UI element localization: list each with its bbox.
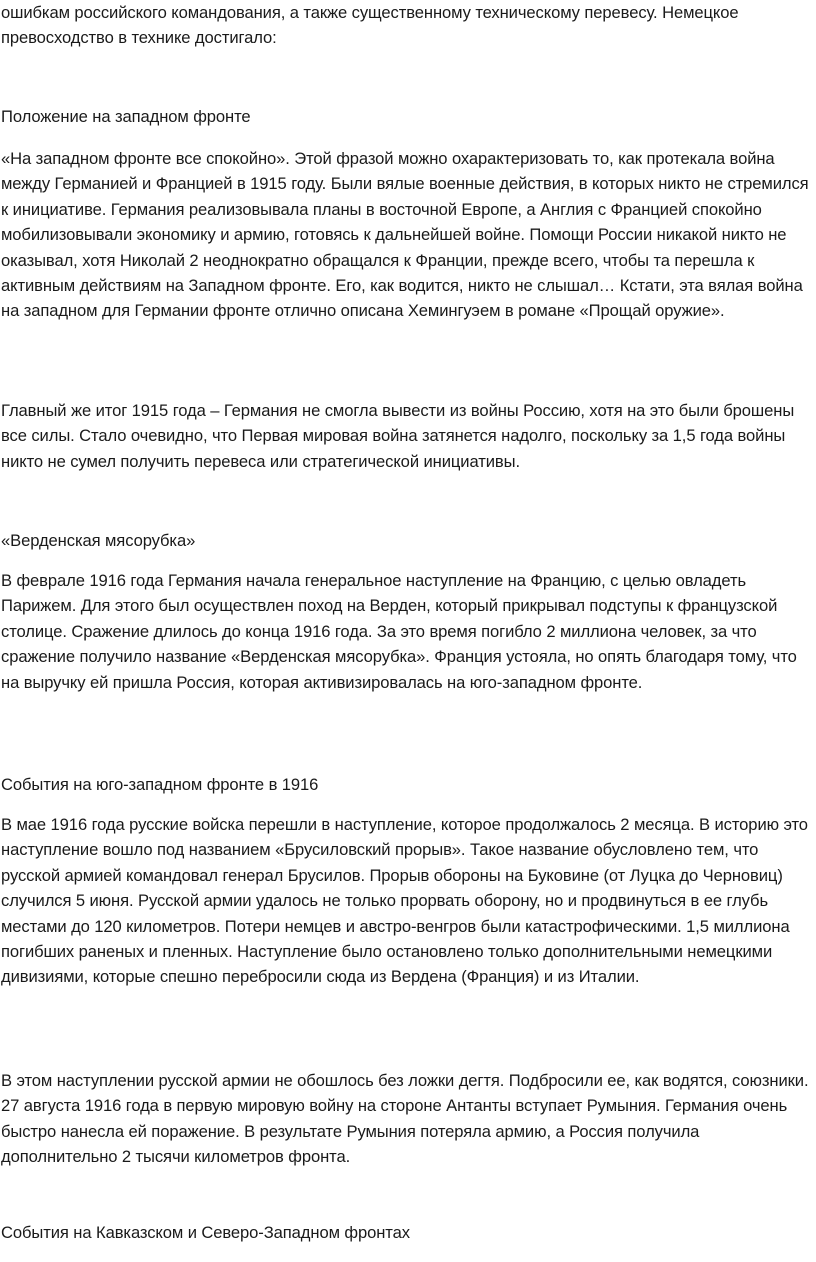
section-heading-verdun: «Верденская мясорубка» bbox=[1, 531, 196, 550]
section-heading-caucasus-northwest: События на Кавказском и Северо-Западном фронтах bbox=[1, 1223, 410, 1242]
paragraph-western-front: «На западном фронте все спокойно». Этой фразой можно охарактеризовать то, как протекала война между Германией и Францией в 1915 году. Были вялые военные действия, в которых никто не стремился к инициативе. Германия реализовывала планы в восточной Европе, а Англия с Францией спокойно мобилизовывали экономику и армию, готовясь к дальнейшей войне. Помощи России никакой никто не оказывал, хотя Николай 2 неоднократно обращался к Франции, прежде всего, чтобы та перешла к активным действиям на Западном фронте. Его, как водится, никто не слышал… Кстати, эта вялая война на западном для Германии фронте отлично описана Хемингуэем в романе «Прощай оружие». bbox=[1, 149, 809, 321]
paragraph-intro-continuation: ошибкам российского командования, а также существенному техническому перевесу. Немецкое превосходство в технике достигало: bbox=[1, 3, 739, 48]
section-heading-southwestern-front: События на юго-западном фронте в 1916 bbox=[1, 775, 319, 794]
paragraph-1915-summary: Главный же итог 1915 года – Германия не смогла вывести из войны Россию, хотя на это были брошены все силы. Стало очевидно, что Первая мировая война затянется надолго, поскольку за 1,5 года войны никто не сумел получить перевеса или стратегической инициативы. bbox=[1, 401, 795, 471]
section-heading-western-front: Положение на западном фронте bbox=[1, 107, 251, 126]
paragraph-brusilov-offensive: В мае 1916 года русские войска перешли в наступление, которое продолжалось 2 месяца. В историю это наступление вошло под названием «Брусиловский прорыв». Такое название обусловлено тем, что русской армией командовал генерал Брусилов. Прорыв обороны на Буковине (от Луцка до Черновиц) случился 5 июня. Русской армии удалось не только прорвать оборону, но и продвинуться в ее глубь местами до 120 километров. Потери немцев и австро-венгров были катастрофическими. 1,5 миллиона погибших раненых и пленных. Наступление было остановлено только дополнительными немецкими дивизиями, которые спешно перебросили сюда из Вердена (Франция) и из Италии. bbox=[1, 815, 808, 987]
paragraph-verdun: В феврале 1916 года Германия начала генеральное наступление на Францию, с целью овладеть Парижем. Для этого был осуществлен поход на Верден, который прикрывал подступы к французской столице. Сражение длилось до конца 1916 года. За это время погибло 2 миллиона человек, за что сражение получило название «Верденская мясорубка». Франция устояла, но опять благодаря тому, что на выручку ей пришла Россия, которая активизировалась на юго-западном фронте. bbox=[1, 571, 797, 692]
paragraph-romania: В этом наступлении русской армии не обошлось без ложки дегтя. Подбросили ее, как водятся, союзники. 27 августа 1916 года в первую мировую войну на стороне Антанты вступает Румыния. Германия очень быстро нанесла ей поражение. В результате Румыния потеряла армию, а Россия получила дополнительно 2 тысячи километров фронта. bbox=[1, 1071, 809, 1167]
